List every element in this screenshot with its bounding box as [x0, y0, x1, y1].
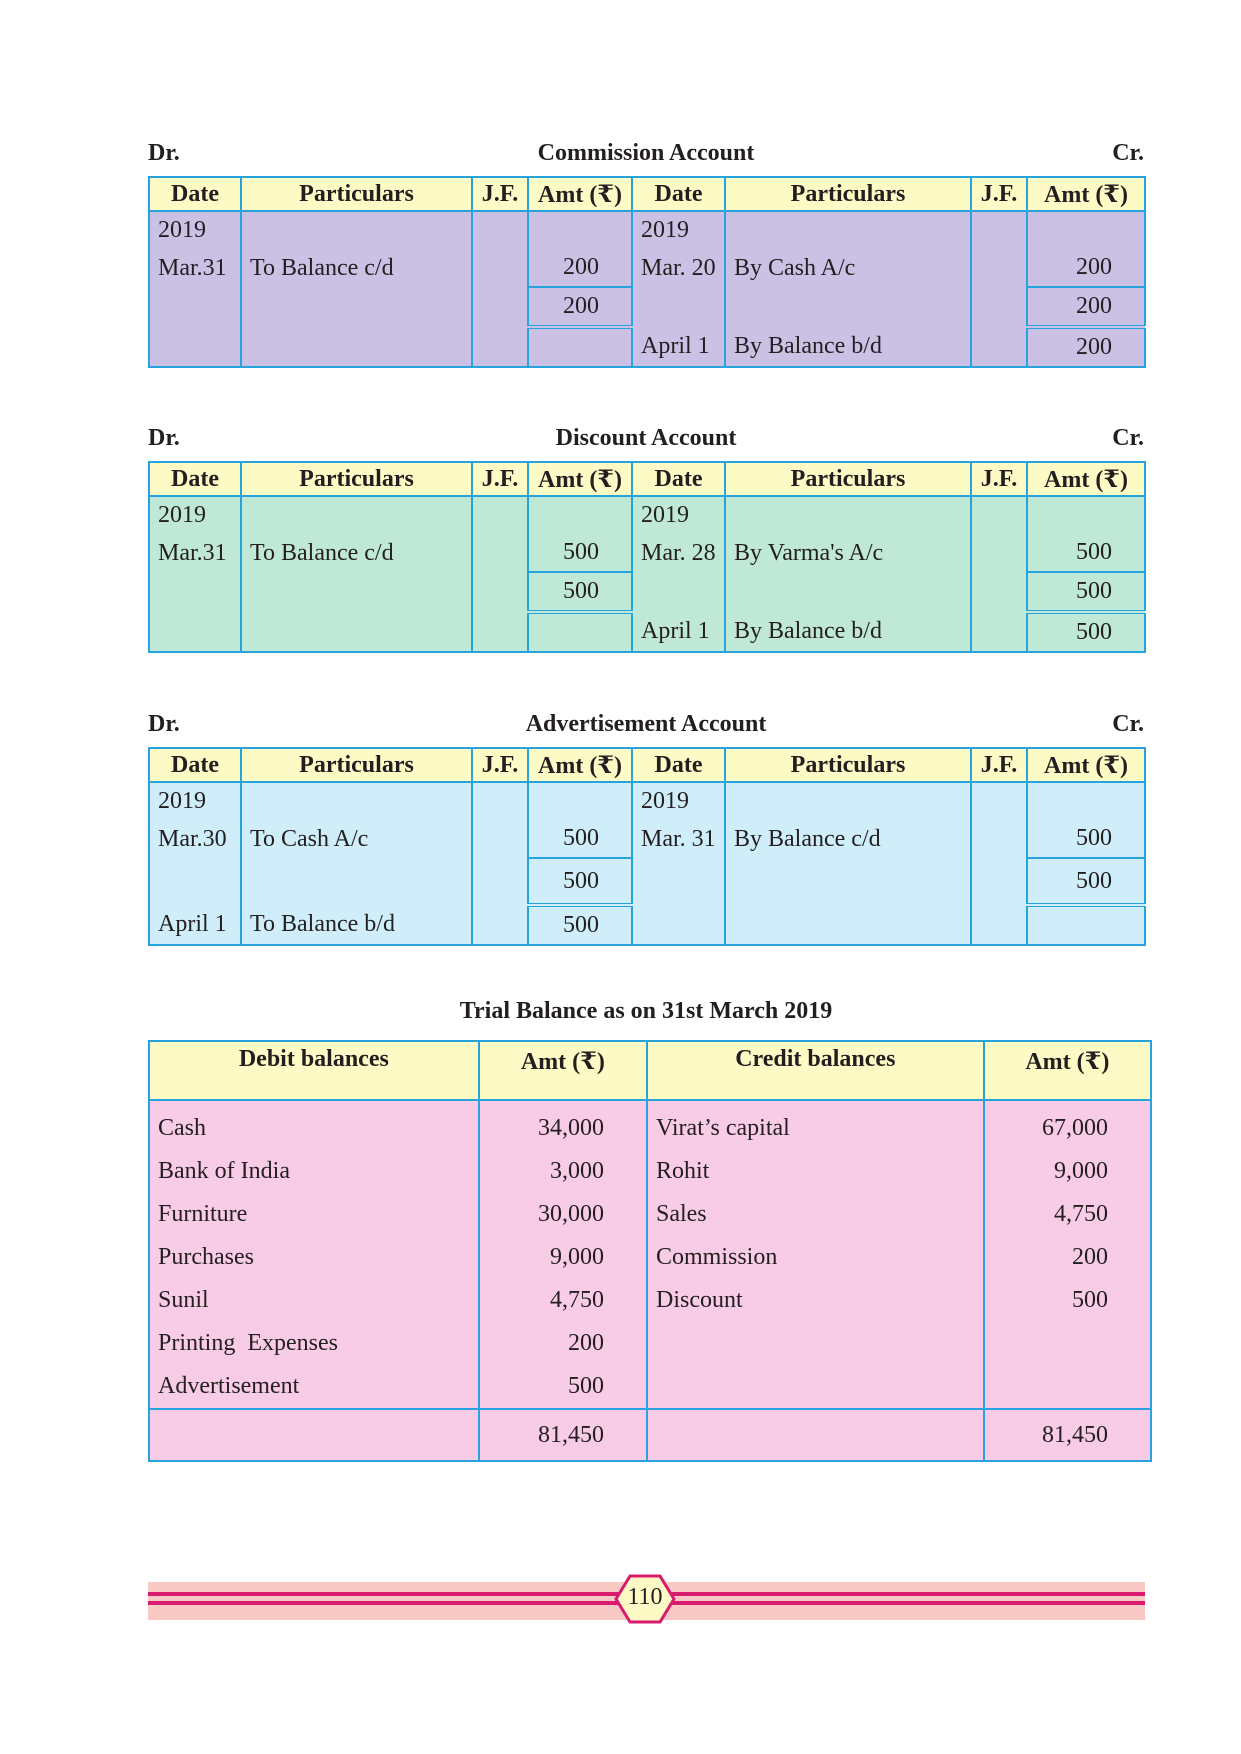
debit-name: Sunil [149, 1279, 479, 1322]
credit-name: Rohit [647, 1150, 984, 1193]
cr-jf-header: J.F. [971, 177, 1027, 211]
cr-particulars: By Cash A/c [725, 249, 971, 287]
table-row [149, 1365, 1151, 1409]
cr-label: Cr. [1112, 711, 1144, 737]
dr-date: Mar.31 [149, 534, 241, 572]
year-row [149, 211, 1145, 249]
cr-jf-header: J.F. [971, 748, 1027, 782]
advertisement-ledger-table [148, 747, 1146, 946]
balance-bd-row [149, 327, 1145, 367]
page-number: 110 [627, 1584, 663, 1610]
dr-particulars-header: Particulars [241, 462, 472, 496]
dr-bd-date: April 1 [149, 905, 241, 945]
trial-balance-table [148, 1040, 1152, 1462]
dr-year: 2019 [149, 782, 241, 820]
credit-total: 81,450 [984, 1409, 1151, 1461]
credit-name: Discount [647, 1279, 984, 1322]
year-row [149, 782, 1145, 820]
table-row [149, 1150, 1151, 1193]
credit-amount: 67,000 [984, 1100, 1151, 1150]
dr-date: Mar.30 [149, 820, 241, 858]
cr-particulars: By Varma's A/c [725, 534, 971, 572]
dr-bd-particulars: To Balance b/d [241, 905, 472, 945]
cr-date-header: Date [632, 177, 725, 211]
entry-row [149, 249, 1145, 287]
cr-year: 2019 [632, 211, 725, 249]
dr-amt-header: Amt (₹) [528, 748, 632, 782]
discount-ledger-table [148, 461, 1146, 653]
credit-amount: 9,000 [984, 1150, 1151, 1193]
cr-label: Cr. [1112, 425, 1144, 451]
cr-amt-header: Amt (₹) [1027, 462, 1145, 496]
commission-ledger-table [148, 176, 1146, 368]
credit-amount: 4,750 [984, 1193, 1151, 1236]
advertisement-account-title: Advertisement Account [525, 711, 767, 737]
cr-total: 500 [1027, 858, 1145, 905]
dr-particulars: To Balance c/d [241, 249, 472, 287]
dr-date: Mar.31 [149, 249, 241, 287]
balance-bd-row [149, 905, 1145, 945]
debit-amount: 4,750 [479, 1279, 647, 1322]
table-row [149, 1236, 1151, 1279]
ledger-header-row [149, 748, 1145, 782]
debit-amt-header: Amt (₹) [479, 1041, 647, 1100]
dr-total: 500 [528, 858, 632, 905]
cr-date: Mar. 31 [632, 820, 725, 858]
dr-label: Dr. [148, 140, 180, 166]
credit-balances-header: Credit balances [647, 1041, 984, 1100]
cr-bd-particulars: By Balance b/d [725, 327, 971, 367]
debit-amount: 500 [479, 1365, 647, 1409]
debit-balances-header: Debit balances [149, 1041, 479, 1100]
debit-name: Printing Expenses [149, 1322, 479, 1365]
entry-row [149, 534, 1145, 572]
cr-label: Cr. [1112, 140, 1144, 166]
dr-total: 500 [528, 572, 632, 612]
dr-particulars: To Balance c/d [241, 534, 472, 572]
total-row [149, 1409, 1151, 1461]
commission-account-heading [148, 140, 1144, 170]
table-row [149, 1193, 1151, 1236]
cr-bd-amount: 500 [1027, 612, 1145, 652]
table-row [149, 1322, 1151, 1365]
dr-jf-header: J.F. [472, 177, 528, 211]
cr-amt-header: Amt (₹) [1027, 177, 1145, 211]
dr-date-header: Date [149, 462, 241, 496]
dr-label: Dr. [148, 711, 180, 737]
debit-amount: 200 [479, 1322, 647, 1365]
cr-date: Mar. 28 [632, 534, 725, 572]
debit-name: Cash [149, 1100, 479, 1150]
dr-particulars: To Cash A/c [241, 820, 472, 858]
cr-particulars-header: Particulars [725, 462, 971, 496]
table-row [149, 1279, 1151, 1322]
cr-total: 500 [1027, 572, 1145, 612]
dr-jf-header: J.F. [472, 462, 528, 496]
page-number-badge [612, 1574, 678, 1624]
dr-bd-amount: 500 [528, 905, 632, 945]
cr-bd-particulars: By Balance b/d [725, 612, 971, 652]
credit-amount: 500 [984, 1279, 1151, 1322]
cr-year: 2019 [632, 496, 725, 534]
debit-total: 81,450 [479, 1409, 647, 1461]
dr-year: 2019 [149, 211, 241, 249]
cr-bd-date: April 1 [632, 612, 725, 652]
cr-particulars-header: Particulars [725, 748, 971, 782]
cr-amount: 200 [1027, 249, 1145, 287]
debit-name: Advertisement [149, 1365, 479, 1409]
debit-amount: 30,000 [479, 1193, 647, 1236]
dr-amount: 500 [528, 534, 632, 572]
cr-particulars: By Balance c/d [725, 820, 971, 858]
dr-label: Dr. [148, 425, 180, 451]
credit-name: Sales [647, 1193, 984, 1236]
total-row [149, 858, 1145, 905]
advertisement-account-heading [148, 711, 1144, 741]
dr-amt-header: Amt (₹) [528, 177, 632, 211]
debit-name: Purchases [149, 1236, 479, 1279]
credit-name: Commission [647, 1236, 984, 1279]
entry-row [149, 820, 1145, 858]
ledger-header-row [149, 462, 1145, 496]
cr-date-header: Date [632, 462, 725, 496]
balance-bd-row [149, 612, 1145, 652]
total-row [149, 572, 1145, 612]
dr-amount: 200 [528, 249, 632, 287]
cr-date-header: Date [632, 748, 725, 782]
cr-year: 2019 [632, 782, 725, 820]
cr-amount: 500 [1027, 534, 1145, 572]
year-row [149, 496, 1145, 534]
cr-amt-header: Amt (₹) [1027, 748, 1145, 782]
commission-account-title: Commission Account [537, 140, 755, 166]
cr-jf-header: J.F. [971, 462, 1027, 496]
dr-total: 200 [528, 287, 632, 327]
cr-amount: 500 [1027, 820, 1145, 858]
dr-amount: 500 [528, 820, 632, 858]
cr-particulars-header: Particulars [725, 177, 971, 211]
cr-total: 200 [1027, 287, 1145, 327]
credit-amount: 200 [984, 1236, 1151, 1279]
dr-particulars-header: Particulars [241, 177, 472, 211]
total-row [149, 287, 1145, 327]
credit-name: Virat’s capital [647, 1100, 984, 1150]
debit-name: Bank of India [149, 1150, 479, 1193]
trial-balance-title: Trial Balance as on 31st March 2019 [459, 998, 833, 1024]
ledger-header-row [149, 177, 1145, 211]
cr-bd-date: April 1 [632, 327, 725, 367]
dr-year: 2019 [149, 496, 241, 534]
dr-date-header: Date [149, 177, 241, 211]
debit-amount: 34,000 [479, 1100, 647, 1150]
dr-jf-header: J.F. [472, 748, 528, 782]
trial-balance-header-row [149, 1041, 1151, 1100]
credit-amt-header: Amt (₹) [984, 1041, 1151, 1100]
debit-amount: 3,000 [479, 1150, 647, 1193]
dr-particulars-header: Particulars [241, 748, 472, 782]
dr-date-header: Date [149, 748, 241, 782]
cr-bd-amount: 200 [1027, 327, 1145, 367]
debit-amount: 9,000 [479, 1236, 647, 1279]
debit-name: Furniture [149, 1193, 479, 1236]
cr-date: Mar. 20 [632, 249, 725, 287]
discount-account-title: Discount Account [555, 425, 737, 451]
table-row [149, 1100, 1151, 1150]
dr-amt-header: Amt (₹) [528, 462, 632, 496]
discount-account-heading [148, 425, 1144, 455]
